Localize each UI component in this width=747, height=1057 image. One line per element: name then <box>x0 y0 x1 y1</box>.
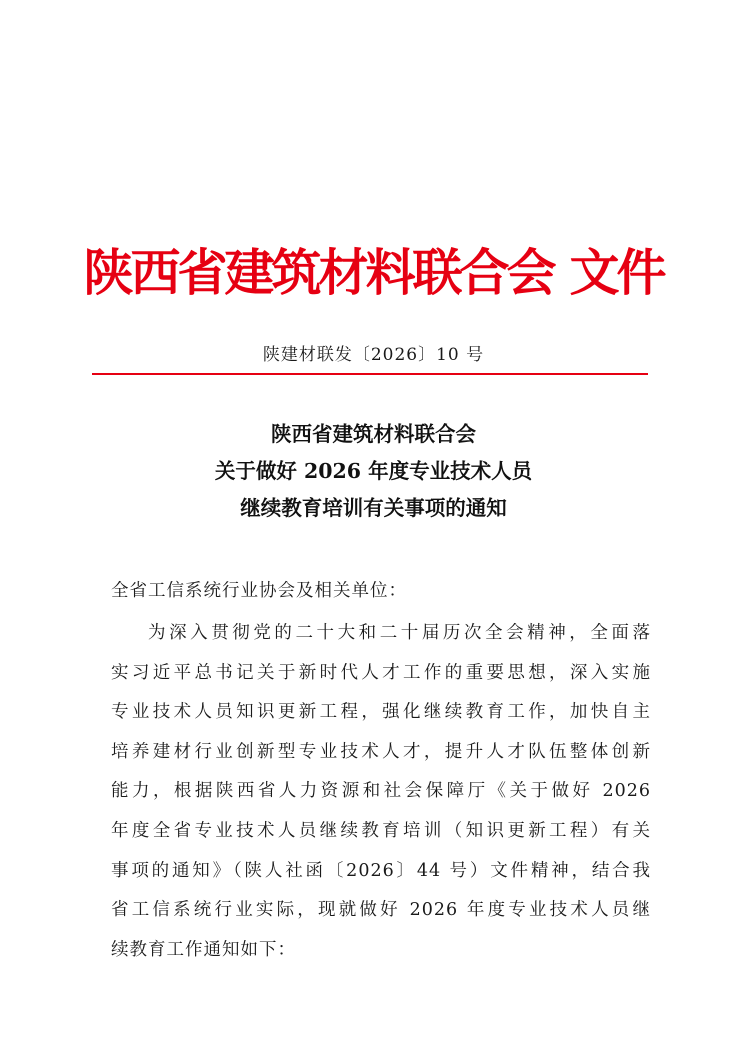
body-line: 续教育工作通知如下： <box>111 939 296 960</box>
title-line-1: 陕西省建筑材料联合会 <box>271 422 476 446</box>
document-masthead <box>0 238 747 308</box>
body-line: 省工信系统行业实际，现就做好 2026 年度专业技术人员继 <box>111 900 651 921</box>
body-line: 事项的通知》（陕人社函〔2026〕44 号）文件精神，结合我 <box>111 860 651 881</box>
title-line-2: 关于做好 2026 年度专业技术人员 <box>214 459 533 483</box>
body-paragraph <box>111 614 651 970</box>
red-divider-rule <box>92 373 648 375</box>
body-line: 为深入贯彻党的二十大和二十届历次全会精神，全面落 <box>148 623 651 643</box>
body-line: 能力，根据陕西省人力资源和社会保障厅《关于做好 2026 <box>111 781 651 802</box>
body-line: 培养建材行业创新型专业技术人才，提升人才队伍整体创新 <box>111 741 651 762</box>
masthead-org-name: 陕西省建筑材料联合会 <box>83 243 554 302</box>
body-line: 专业技术人员知识更新工程，强化继续教育工作，加快自主 <box>111 702 651 723</box>
title-line-3: 继续教育培训有关事项的通知 <box>240 496 507 520</box>
body-line: 年度全省专业技术人员继续教育培训（知识更新工程）有关 <box>111 820 651 841</box>
body-line: 实习近平总书记关于新时代人才工作的重要思想，深入实施 <box>111 662 651 683</box>
masthead-doc-label: 文件 <box>569 243 664 302</box>
document-title <box>0 416 747 527</box>
salutation: 全省工信系统行业协会及相关单位： <box>111 581 407 601</box>
document-number: 陕建材联发〔2026〕10 号 <box>262 345 485 365</box>
